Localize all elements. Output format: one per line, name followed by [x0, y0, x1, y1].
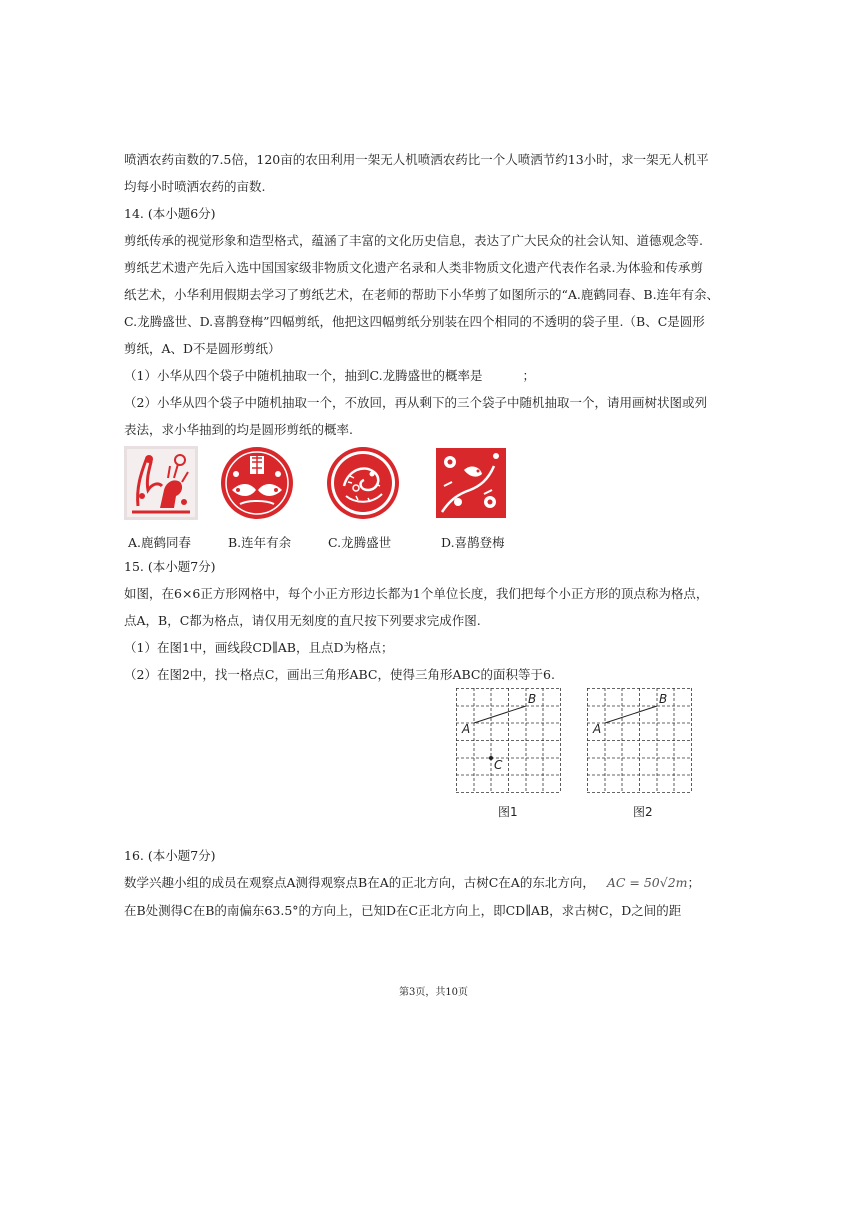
text-segment: 数学兴趣小组的成员在观察点A测得观察点B在A的正北方向，古树C在A的东北方向， — [124, 875, 595, 890]
dragon-round-papercut-icon — [326, 446, 400, 520]
page-footer: 第3页，共10页 — [398, 987, 469, 998]
text-line — [124, 875, 700, 891]
point-label-a: A — [593, 722, 602, 736]
magpie-plum-papercut-icon — [434, 446, 508, 520]
text-line: C.龙腾盛世、D.喜鹊登梅”四幅剪纸，他把这四幅剪纸分别装在四个相同的不透明的袋子里.（B、C是圆形 — [124, 314, 705, 329]
formula: AC = 50√2m — [606, 875, 688, 890]
text-line: 纸艺术，小华利用假期去学习了剪纸艺术，在老师的帮助下小华剪了如图所示的“A.鹿鹤同春、B.连年有余、 — [124, 287, 720, 302]
sub-question: （2）在图2中，找一格点C，画出三角形ABC，使得三角形ABC的面积等于6. — [124, 667, 555, 682]
fish-round-papercut-icon — [220, 446, 294, 520]
crane-deer-papercut-icon — [124, 446, 198, 520]
sub-question-text: （1）小华从四个袋子中随机抽取一个，抽到C.龙腾盛世的概率是 — [124, 368, 483, 383]
point-label-a: A — [462, 722, 471, 736]
sub-question: （1）在图1中，画线段CD∥AB，且点D为格点； — [124, 640, 394, 655]
question-header: 15. (本小题7分) — [124, 559, 216, 574]
papercut-label: C.龙腾盛世 — [328, 535, 392, 550]
question-header: 16. (本小题7分) — [124, 848, 216, 863]
point-label-c: C — [494, 758, 503, 772]
text-line: 点A，B，C都为格点，请仅用无刻度的直尺按下列要求完成作图. — [124, 613, 481, 628]
figure-caption: 图1 — [498, 805, 518, 819]
text-line: 表法，求小华抽到的均是圆形剪纸的概率. — [124, 422, 353, 437]
grid-figure-1 — [456, 688, 561, 793]
punctuation: ； — [522, 368, 536, 383]
point-label-b: B — [659, 692, 668, 706]
papercut-label: A.鹿鹤同春 — [128, 535, 192, 550]
figure-caption: 图2 — [633, 805, 653, 819]
point-label-b: B — [528, 692, 537, 706]
text-line: 在B处测得C在B的南偏东63.5°的方向上，已知D在C正北方向上，即CD∥AB，求古树C，D之间的距 — [124, 903, 682, 918]
text-line: 剪纸，A、D不是圆形剪纸） — [124, 341, 281, 356]
question-header: 14. (本小题6分) — [124, 206, 216, 221]
text-line: 如图，在6×6正方形网格中，每个小正方形边长都为1个单位长度，我们把每个小正方形的顶点称为格点， — [124, 586, 709, 601]
text-line: 剪纸艺术遗产先后入选中国国家级非物质文化遗产名录和人类非物质文化遗产代表作名录.为体验和传承剪 — [124, 260, 703, 275]
text-line: 喷洒农药亩数的7.5倍，120亩的农田利用一架无人机喷洒农药比一个人喷洒节约13小时，求一架无人机平 — [124, 152, 709, 167]
sub-question — [124, 368, 535, 384]
grid-figure-2 — [587, 688, 692, 793]
text-line: 均每小时喷洒农药的亩数. — [124, 179, 266, 194]
papercut-label: D.喜鹊登梅 — [441, 535, 505, 550]
papercut-label: B.连年有余 — [228, 535, 292, 550]
text-line: 剪纸传承的视觉形象和造型格式，蕴涵了丰富的文化历史信息，表达了广大民众的社会认知、道德观念等. — [124, 233, 703, 248]
punctuation: ； — [687, 875, 701, 890]
sub-question: （2）小华从四个袋子中随机抽取一个，不放回，再从剩下的三个袋子中随机抽取一个，请用画树状图或列 — [124, 395, 707, 410]
